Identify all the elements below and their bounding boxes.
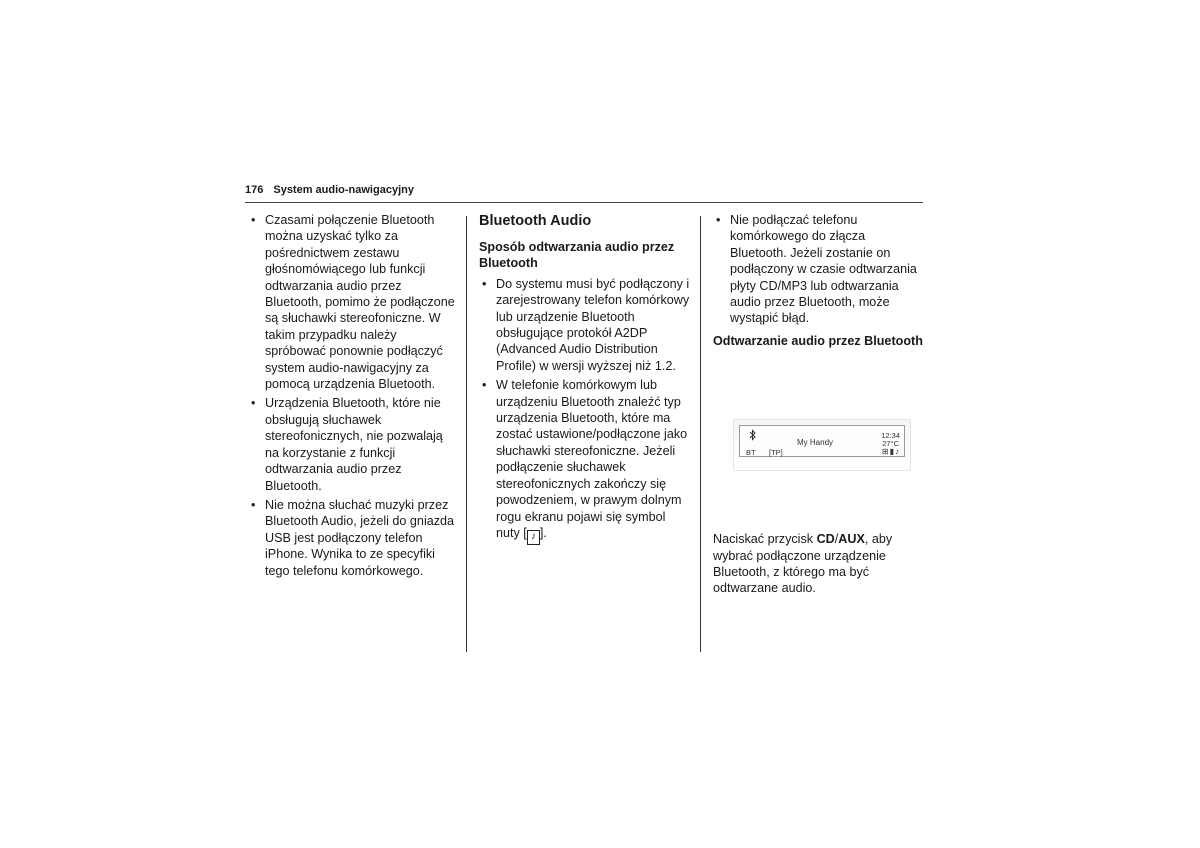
section-heading: Bluetooth Audio — [479, 213, 592, 229]
list-item: • Czasami połączenie Bluetooth można uzyskać tylko za pośrednictwem zestawu głośnomówiącego lub funkcji odtwarzania audio przez Bluetooth, pomimo że podłączone są słuchawki stereofoniczne. W takim przypadku należy spróbować ponownie podłączyć system audio-nawigacyjny za pomocą urządzenia Bluetooth. — [248, 212, 458, 392]
device-name: My Handy — [797, 438, 834, 448]
column-divider — [700, 216, 701, 652]
cd-button-label: CD — [816, 532, 835, 547]
column-divider — [466, 216, 467, 652]
subsection-heading: Odtwarzanie audio przez Bluetooth — [713, 333, 923, 348]
bullet-list — [479, 276, 691, 545]
music-note-icon: ♪ — [527, 530, 540, 545]
bullet-list — [713, 212, 925, 327]
list-item-text: W telefonie komórkowym lub urządzeniu Bluetooth znaleźć typ urządzenia Bluetooth, które ma zostać ustawione/podłączone jako słuchawki stereofoniczne. Jeżeli podłączenie słuchawek stereofonicznych zakończy się powodzeniem, w prawym dolnym rogu ekranu pojawi się symbol nuty [ — [496, 378, 688, 540]
subsection-heading: Sposób odtwarzania audio przez Bluetooth — [479, 240, 675, 271]
display-screen — [739, 425, 905, 457]
column-middle — [479, 212, 691, 548]
page-number: 176 — [245, 184, 264, 196]
temperature: 27°C — [882, 439, 899, 449]
page-header — [245, 184, 923, 203]
slash-text: / — [834, 532, 839, 547]
column-right — [713, 212, 925, 597]
status-icons: ⊞▮♪ — [881, 447, 900, 457]
bullet-list — [248, 212, 458, 579]
list-item: • Nie można słuchać muzyki przez Bluetooth Audio, jeżeli do gniazda USB jest podłączony telefon iPhone. Wynika to ze specyfiki tego telefonu komórkowego. — [248, 497, 458, 579]
list-item — [479, 377, 691, 545]
list-item-end: ]. — [539, 525, 547, 540]
clock: 12:34 — [881, 431, 900, 441]
aux-button-label: AUX — [838, 532, 865, 547]
list-item: • Urządzenia Bluetooth, które nie obsługują słuchawek stereofonicznych, nie pozwalają na korzystanie z funkcji odtwarzania audio przez Bluetooth. — [248, 395, 458, 493]
bt-label: BT — [746, 448, 756, 458]
radio-display-image — [733, 419, 911, 471]
bluetooth-icon — [749, 428, 757, 442]
column-left — [248, 212, 458, 582]
paragraph-text: Naciskać przycisk — [713, 532, 817, 547]
tp-label: [TP] — [769, 448, 783, 458]
paragraph-text: , aby wybrać podłączone urządzenie Bluetooth, z którego ma być odtwarzane audio. — [713, 532, 893, 596]
instruction-paragraph — [713, 531, 925, 597]
list-item: • Do systemu musi być podłączony i zarejestrowany telefon komórkowy lub urządzenie Bluetooth obsługujące protokół A2DP (Advanced Audio Distribution Profile) w wersji wyższej niż 1.2. — [479, 276, 691, 374]
section-title: System audio-nawigacyjny — [273, 184, 414, 196]
list-item: • Nie podłączać telefonu komórkowego do złącza Bluetooth. Jeżeli zostanie on podłączony w czasie odtwarzania płyty CD/MP3 lub odtwarzania audio przez Bluetooth, może wystąpić błąd. — [713, 212, 925, 327]
